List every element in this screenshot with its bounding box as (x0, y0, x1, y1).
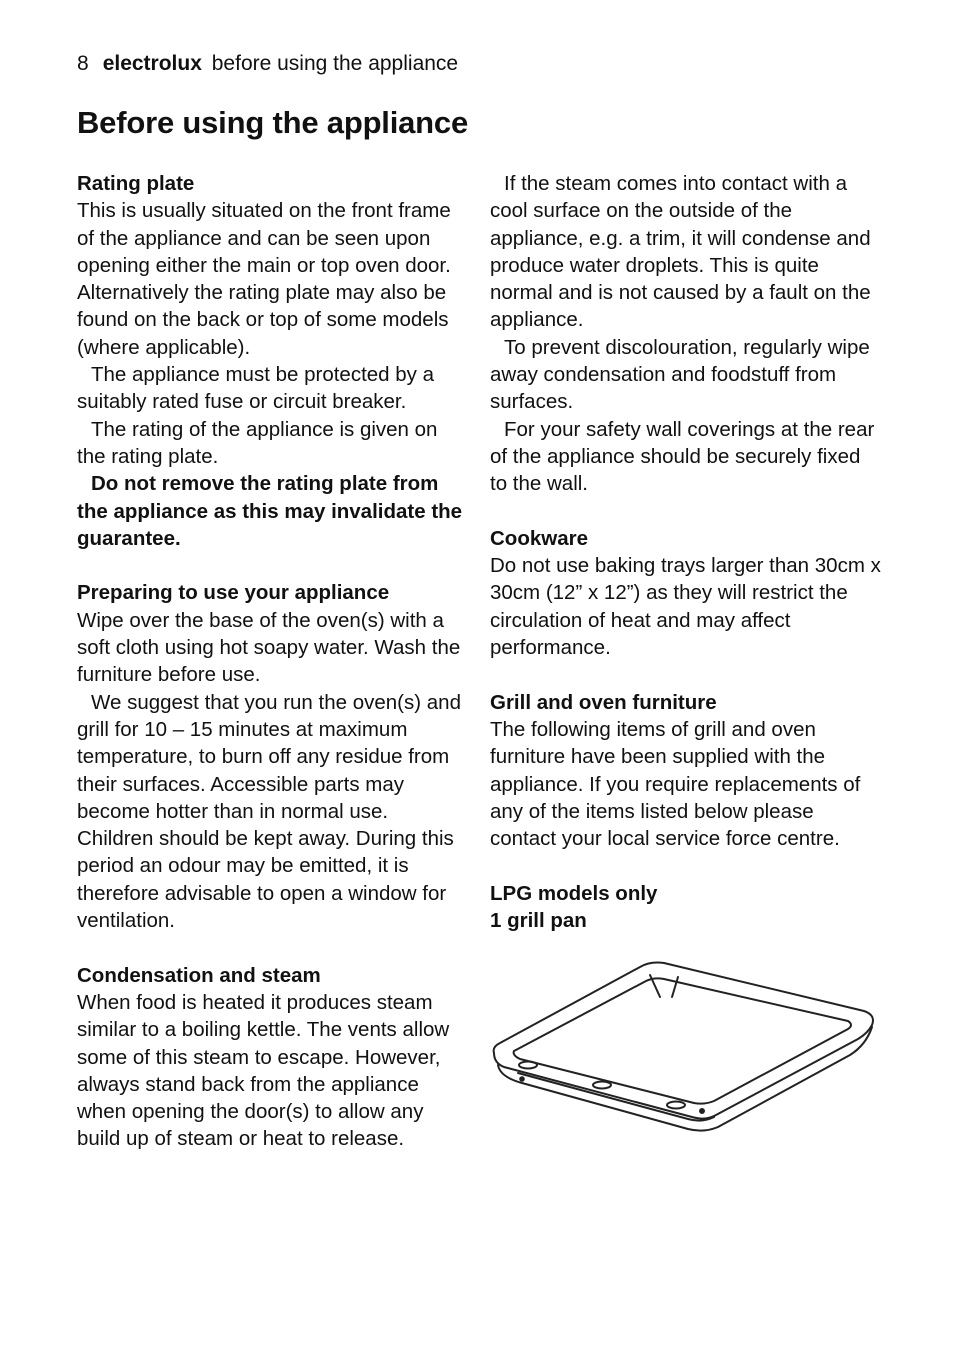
rating-plate-text-2: The appliance must be protected by a suitably rated fuse or circuit breaker. (77, 363, 435, 414)
condensation-heading: Condensation and steam (77, 963, 321, 987)
grill-pan-icon (488, 955, 880, 1135)
rating-plate-text-1: This is usually situated on the front frame of the appliance and can be seen upon opening either the main or top oven door. Alternatively the rating plate may also be found on the back or top of some models (where applicable). (77, 199, 451, 359)
furniture-heading: Grill and oven furniture (490, 690, 717, 714)
running-header (77, 50, 458, 78)
rating-plate-warning: Do not remove the rating plate from the appliance as this may invalidate the guarantee. (77, 472, 463, 550)
condensation-text-3: To prevent discolouration, regularly wipe away condensation and foodstuff from surfaces. (490, 335, 870, 414)
left-column (77, 170, 469, 1153)
spacer (490, 661, 882, 688)
cookware-heading: Cookware (490, 526, 588, 550)
condensation-text-2: If the steam comes into contact with a cool surface on the outside of the appliance, e.g. a trim, it will condense and produce water droplets. This is quite normal and is not caused by a fault on the appliance. (490, 172, 871, 332)
furniture-text: The following items of grill and oven furniture have been supplied with the appliance. If you require replacements of any of the items listed below please contact your local service force centre. (490, 717, 861, 851)
spacer (490, 498, 882, 525)
page-number: 8 (77, 52, 89, 75)
brand-name: electrolux (102, 52, 202, 75)
condensation-text-1: When food is heated it produces steam similar to a boiling kettle. The vents allow some of this steam to escape. However, always stand back from the appliance when opening the door(s) to allow any build up of steam or heat to release. (77, 990, 450, 1151)
preparing-heading: Preparing to use your appliance (77, 581, 390, 605)
page-title: Before using the appliance (77, 105, 468, 140)
spacer (490, 852, 882, 879)
rating-plate-text-3: The rating of the appliance is given on the rating plate. (77, 417, 438, 468)
lpg-models-heading: LPG models only (490, 881, 658, 905)
spacer (77, 934, 469, 961)
spacer (77, 552, 469, 579)
section-name: before using the appliance (211, 52, 459, 75)
cookware-text: Do not use baking trays larger than 30cm x 30cm (12” x 12”) as they will restrict the circulation of heat and may affect performance. (490, 554, 881, 660)
preparing-text-2: We suggest that you run the oven(s) and grill for 10 – 15 minutes at maximum temperature, to burn off any residue from their surfaces. Accessible parts may become hotter than in normal use. Children should be kept away. During this period an odour may be emitted, it is therefore advisable to open a window for ventilation. (77, 690, 461, 933)
grill-pan-label: 1 grill pan (490, 909, 587, 933)
rating-plate-heading: Rating plate (77, 172, 195, 195)
condensation-text-4: For your safety wall coverings at the rear of the appliance should be securely fixed to the wall. (490, 417, 875, 496)
preparing-text-1: Wipe over the base of the oven(s) with a soft cloth using hot soapy water. Wash the furniture before use. (77, 608, 461, 687)
right-column (490, 170, 882, 934)
